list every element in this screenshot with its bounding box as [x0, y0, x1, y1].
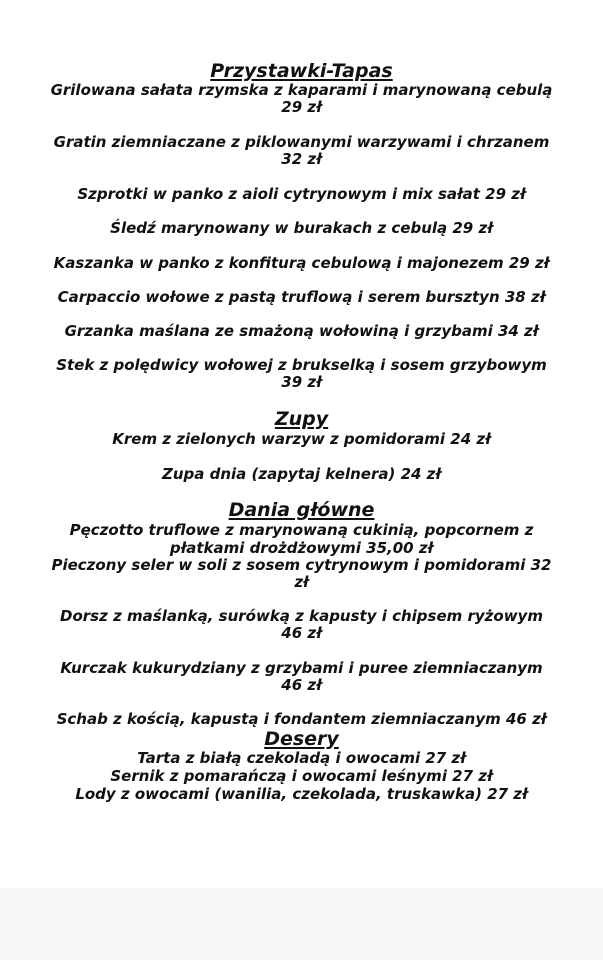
menu-item-line: Grzanka maślana ze smażoną wołowiną i grzybami 34 zł	[64, 322, 539, 340]
menu-item-price: 39 zł	[281, 373, 322, 391]
menu-item-price: zł	[294, 573, 309, 591]
menu-item-line: Stek z polędwicy wołowej z brukselką i sosem grzybowym	[56, 356, 547, 374]
menu-item-line: Tarta z białą czekoladą i owocami 27 zł	[137, 749, 466, 767]
menu-item-line: płatkami drożdżowymi 35,00 zł	[169, 539, 434, 557]
menu-item-line: Zupa dnia (zapytaj kelnera) 24 zł	[161, 465, 442, 483]
menu-item-line: Pęczotto truflowe z marynowaną cukinią, popcornem z	[69, 521, 534, 539]
menu-item-line: Krem z zielonych warzyw z pomidorami 24 zł	[112, 430, 491, 448]
menu-item-line: Śledź marynowany w burakach z cebulą 29 zł	[110, 219, 493, 237]
menu-item-line: Sernik z pomarańczą i owocami leśnymi 27 zł	[110, 767, 493, 785]
menu-item-price: 46 zł	[281, 676, 322, 694]
menu-item-line: Kurczak kukurydziany z grzybami i puree ziemniaczanym	[60, 659, 543, 677]
menu-item-price: 46 zł	[281, 624, 322, 642]
menu-item-price: 29 zł	[281, 98, 322, 116]
menu-item-line: Schab z kością, kapustą i fondantem ziemniaczanym 46 zł	[56, 710, 547, 728]
menu-item-line: Dorsz z maślanką, surówką z kapusty i chipsem ryżowym	[60, 607, 543, 625]
page-footer-band	[0, 888, 603, 960]
menu-item-line: Carpaccio wołowe z pastą truflową i serem bursztyn 38 zł	[57, 288, 546, 306]
section-title-przystawki: Przystawki-Tapas	[210, 60, 393, 82]
section-title-zupy: Zupy	[274, 408, 329, 430]
menu-item-line: Grilowana sałata rzymska z kaparami i marynowaną cebulą	[50, 81, 553, 99]
menu-item-line: Lody z owocami (wanilia, czekolada, truskawka) 27 zł	[75, 785, 528, 803]
section-title-desery: Desery	[264, 728, 339, 750]
section-title-dania-glowne: Dania główne	[228, 499, 375, 521]
menu-item-line: Gratin ziemniaczane z piklowanymi warzywami i chrzanem	[53, 133, 550, 151]
menu-item-line: Pieczony seler w soli z sosem cytrynowym i pomidorami 32	[51, 556, 552, 574]
menu-item-price: 32 zł	[281, 150, 322, 168]
menu-item-line: Kaszanka w panko z konfiturą cebulową i majonezem 29 zł	[53, 254, 550, 272]
menu-item-line: Szprotki w panko z aioli cytrynowym i mix sałat 29 zł	[77, 185, 526, 203]
